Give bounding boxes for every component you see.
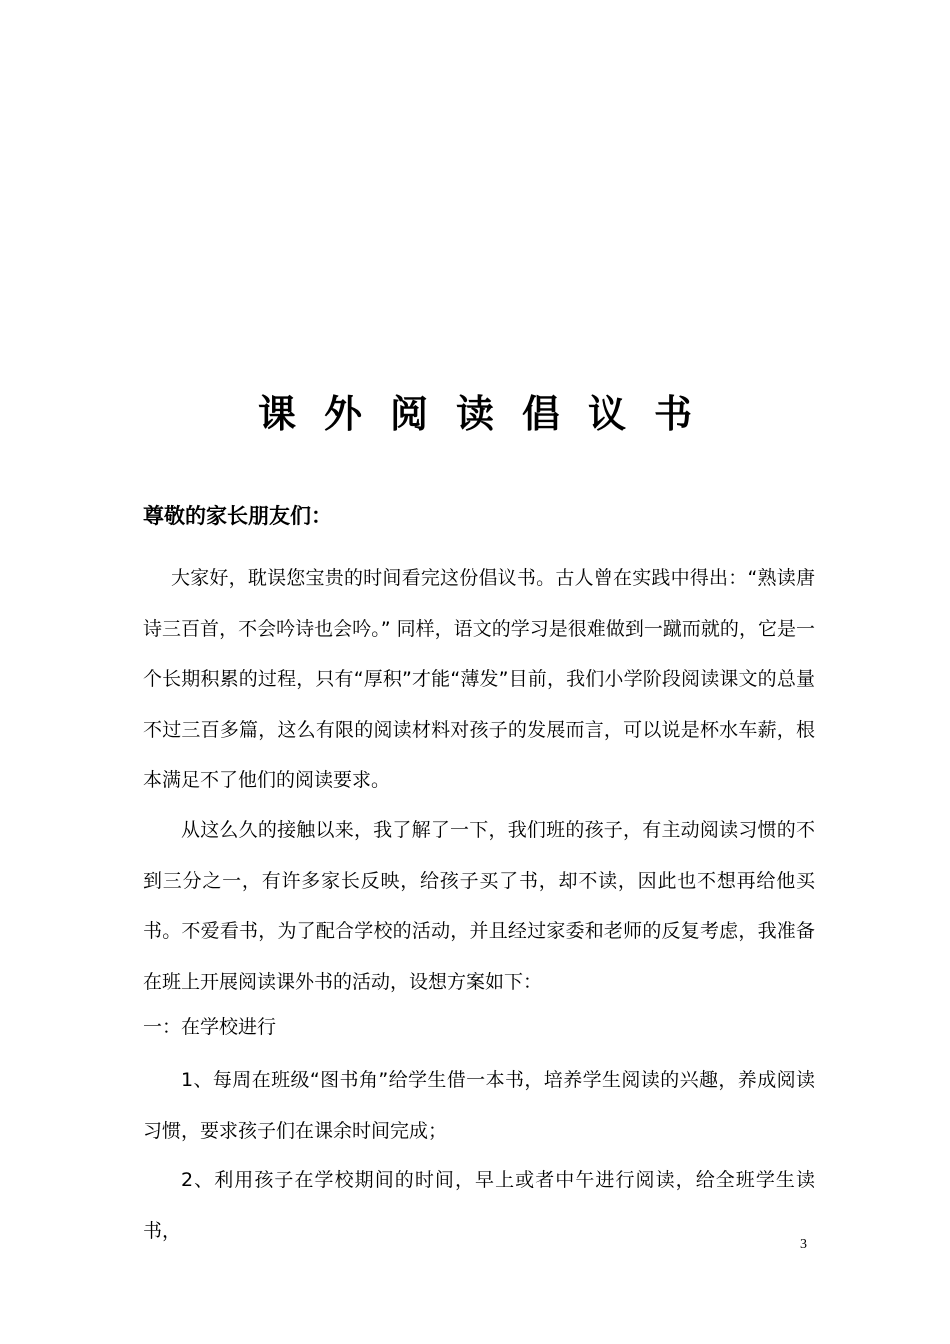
paragraph-intro: 大家好，耽误您宝贵的时间看完这份倡议书。古人曾在实践中得出：“熟读唐诗三百首，不会吟诗也会吟。” 同样，语文的学习是很难做到一蹴而就的，它是一个长期积累的过程，只有“厚积”才能“薄发”目前，我们小学阶段阅读课文的总量不过三百多篇，这么有限的阅读材料对孩子的发展而言，可以说是杯水车薪，根本满足不了他们的阅读要求。 (143, 567, 815, 791)
list-item: 1、每周在班级“图书角”给学生借一本书，培养学生阅读的兴趣，养成阅读习惯，要求孩子们在课余时间完成； (143, 1069, 815, 1142)
section-heading: 一：在学校进行 (143, 1016, 277, 1038)
salutation: 尊敬的家长朋友们： (143, 504, 332, 528)
paragraph-plan: 从这么久的接触以来，我了解了一下，我们班的孩子，有主动阅读习惯的不到三分之一，有许多家长反映，给孩子买了书，却不读，因此也不想再给他买书。不爱看书，为了配合学校的活动，并且经过家委和老师的反复考虑，我准备在班上开展阅读课外书的活动，设想方案如下： (143, 819, 815, 993)
document-title: 课外阅读倡议书 (257, 392, 720, 436)
list-item: 2、利用孩子在学校期间的时间，早上或者中午进行阅读，给全班学生读书， (143, 1169, 815, 1242)
page-number: 3 (800, 1237, 807, 1252)
